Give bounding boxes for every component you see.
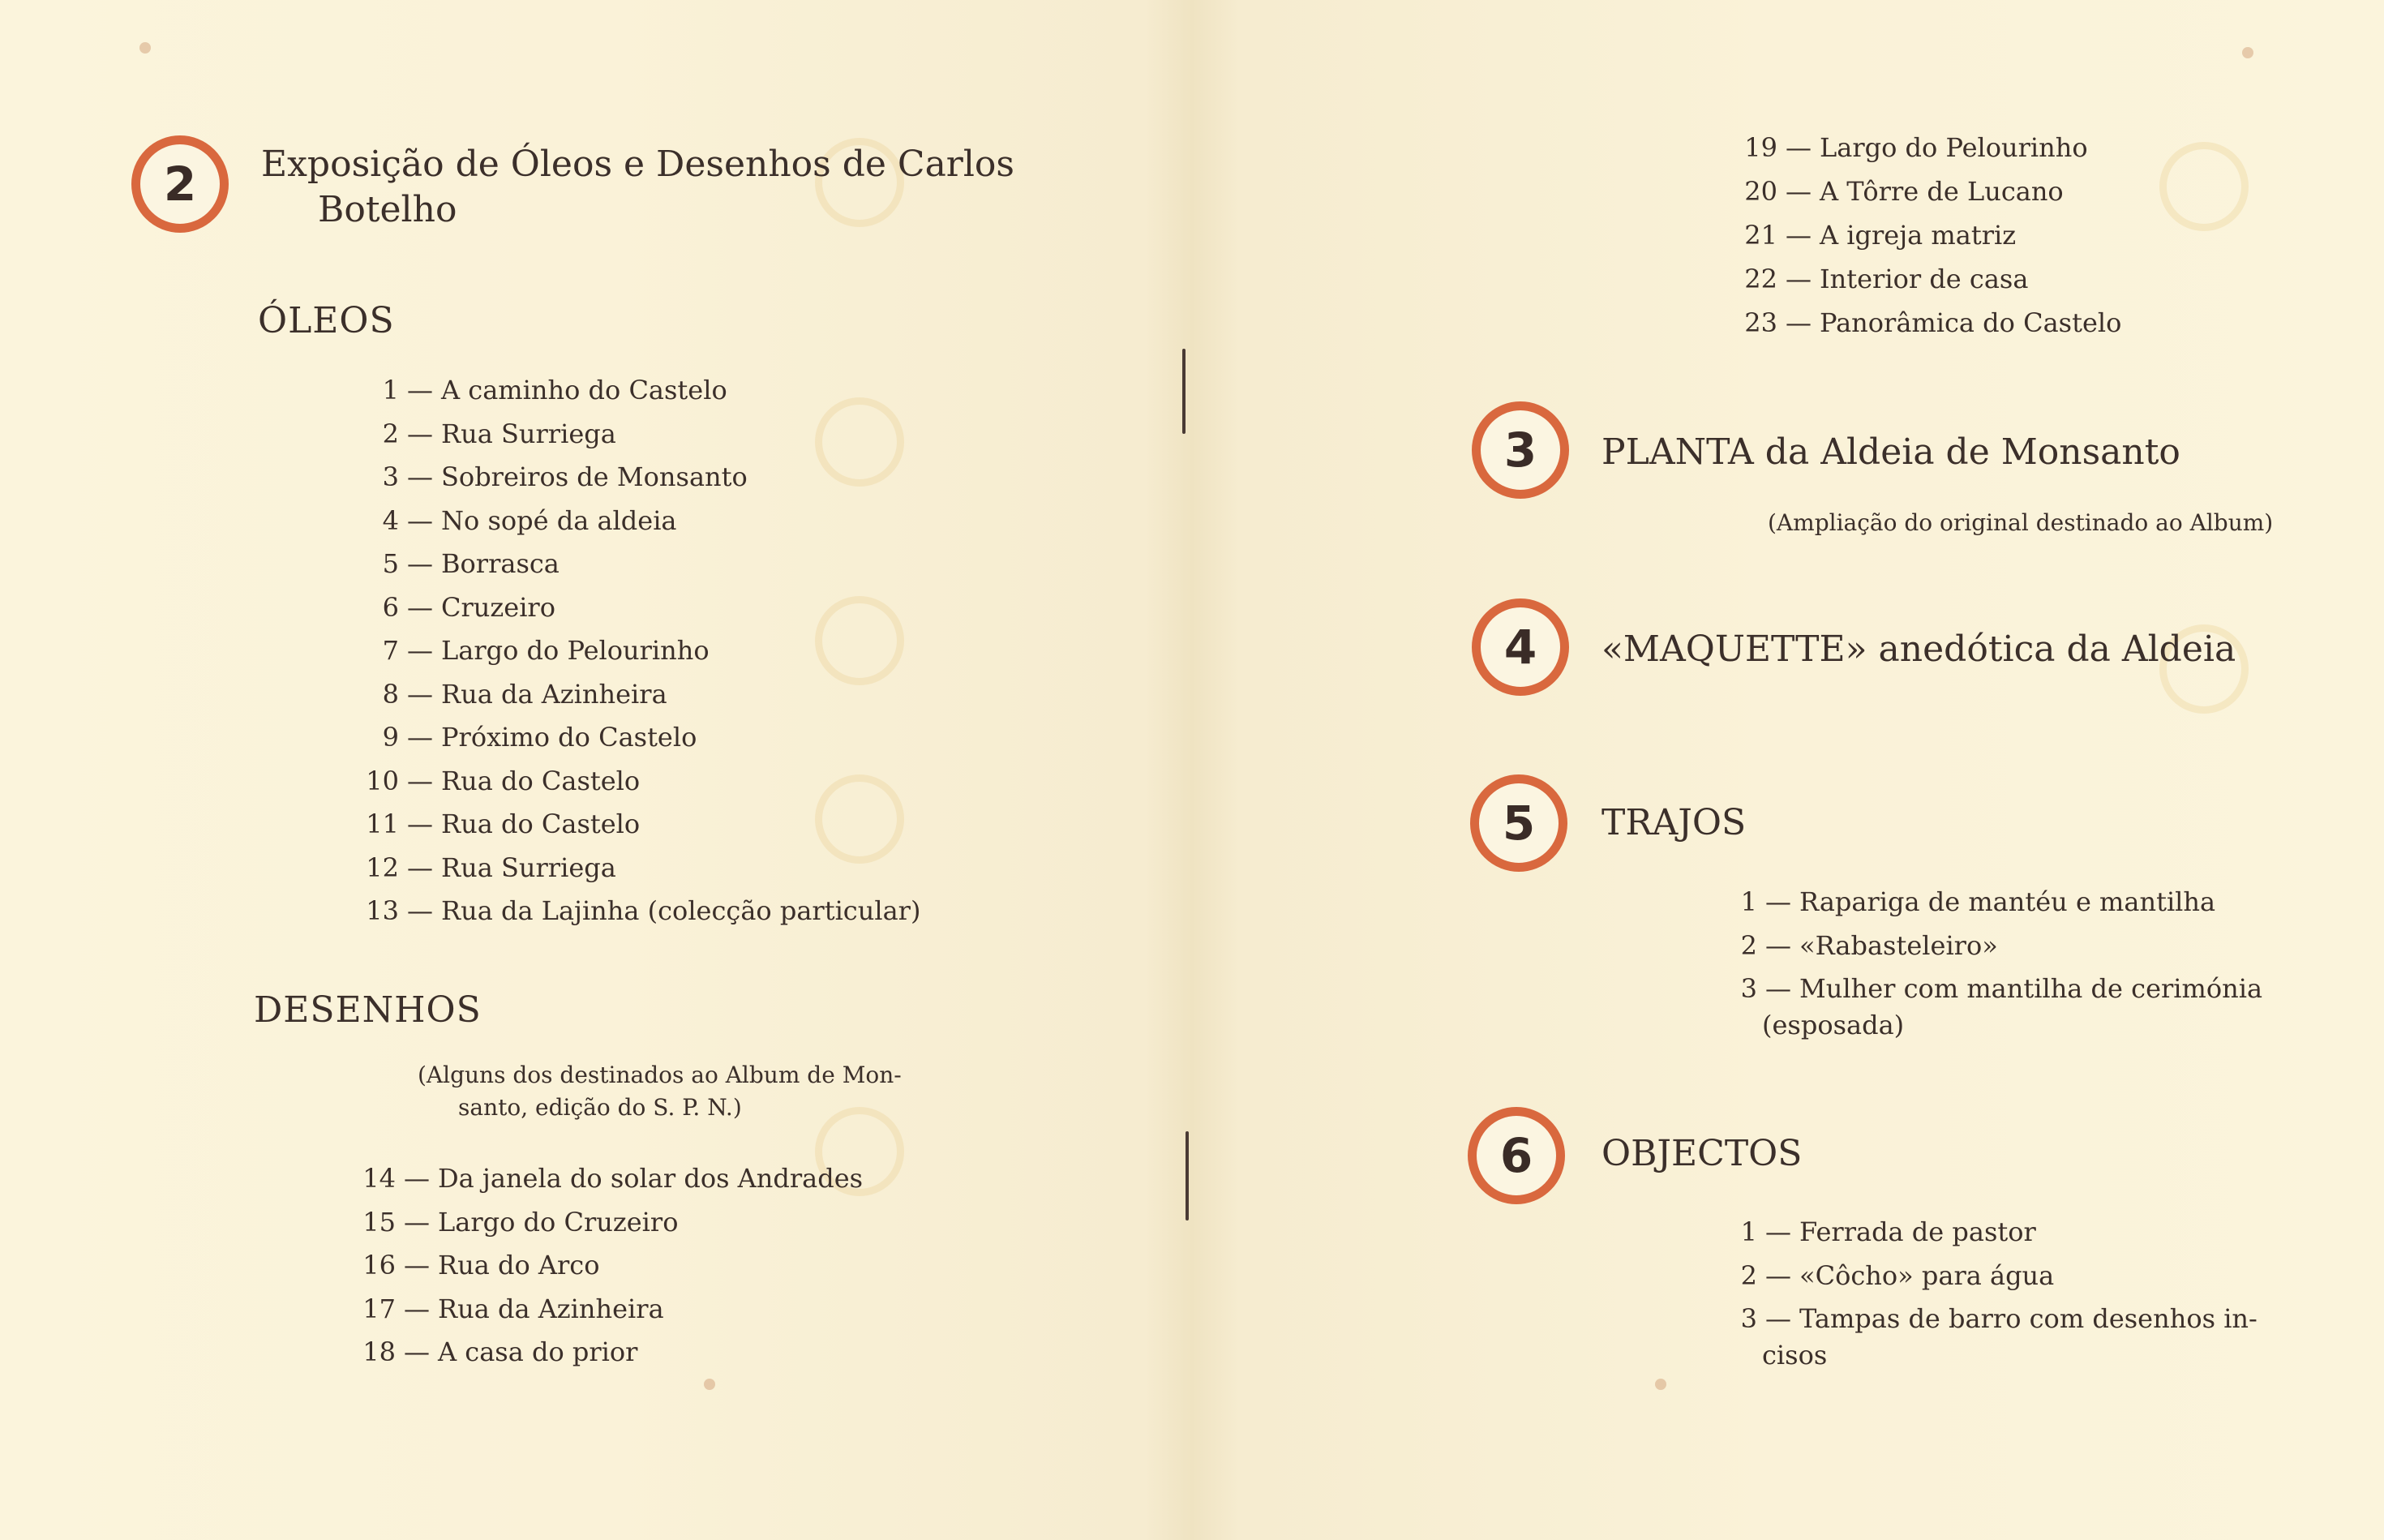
item-number: 8 [382, 678, 399, 710]
item-text: Rua da Azinheira [441, 678, 667, 710]
section-3-title: PLANTA da Aldeia de Monsanto [1601, 431, 2180, 473]
item-number: 1 [382, 375, 399, 405]
item-text: A caminho do Castelo [441, 375, 727, 405]
item-dash: — [1765, 1216, 1791, 1247]
item-continuation: (esposada) [1762, 1009, 1905, 1040]
item-text: Cruzeiro [441, 591, 555, 623]
item-dash: — [1765, 1303, 1791, 1334]
list-item [1683, 924, 2262, 968]
item-text: A Tôrre de Lucano [1820, 176, 2064, 207]
section-5-badge [1470, 774, 1567, 872]
item-number: 4 [382, 504, 399, 536]
section-2-badge [131, 135, 229, 233]
list-item [321, 1157, 863, 1201]
section-6-title: OBJECTOS [1601, 1133, 1803, 1174]
item-dash: — [1786, 132, 1812, 163]
item-number: 2 [1740, 929, 1757, 961]
item-number: 7 [382, 635, 399, 666]
item-number: 3 [382, 461, 399, 492]
item-number: 12 [366, 852, 399, 883]
item-text: Borrasca [441, 548, 560, 579]
item-dash: — [407, 504, 433, 536]
item-text: Tampas de barro com desenhos in- [1799, 1303, 2258, 1334]
item-dash: — [407, 809, 433, 839]
item-text: Rua da Lajinha (colecção particular) [441, 895, 921, 926]
item-dash: — [1786, 264, 1812, 294]
desenhos-note [418, 1059, 902, 1124]
list-item [324, 890, 920, 933]
section-3-note: (Ampliação do original destinado ao Album) [1768, 509, 2274, 536]
desenhos-list [321, 1157, 863, 1375]
item-text: A casa do prior [438, 1336, 638, 1367]
list-item [324, 413, 920, 457]
item-number: 9 [382, 722, 399, 753]
item-text: Interior de casa [1820, 264, 2029, 294]
item-text: Próximo do Castelo [441, 722, 697, 753]
item-text: Rua do Castelo [441, 765, 641, 796]
item-text: «Côcho» para água [1799, 1259, 2055, 1291]
item-number: 1 [1740, 886, 1757, 917]
item-number: 10 [366, 765, 399, 796]
section-2-title-line2: Botelho [318, 189, 457, 230]
section-2-title [261, 142, 1014, 233]
section-5-number: 5 [1502, 796, 1536, 851]
section-4-number: 4 [1503, 620, 1537, 675]
item-text: «Rabasteleiro» [1799, 929, 1998, 961]
list-item [1703, 257, 2121, 301]
item-dash: — [1765, 1259, 1791, 1291]
item-text: Mulher com mantilha de cerimónia [1799, 973, 2263, 1004]
list-item [1683, 1255, 2258, 1298]
item-text: Da janela do solar dos Andrades [438, 1163, 864, 1194]
paper-speck [704, 1379, 715, 1390]
desenhos-continued-list [1703, 126, 2121, 345]
list-item [324, 673, 920, 717]
item-dash: — [1786, 220, 1812, 251]
list-item [1683, 1211, 2258, 1255]
list-item [1703, 213, 2121, 257]
list-item [324, 847, 920, 890]
item-number: 3 [1740, 973, 1757, 1004]
item-number: 5 [382, 548, 399, 579]
list-item [1703, 169, 2121, 213]
item-dash: — [404, 1336, 430, 1367]
paper-speck [139, 42, 151, 54]
item-text: Largo do Pelourinho [441, 635, 710, 666]
list-item [1683, 967, 2262, 1044]
item-dash: — [1765, 886, 1791, 917]
left-page [0, 0, 1188, 1540]
item-text: Panorâmica do Castelo [1820, 307, 2122, 338]
paper-speck [1655, 1379, 1666, 1390]
item-text: Rua Surriega [441, 418, 616, 449]
item-dash: — [407, 461, 433, 492]
item-text: Rua Surriega [441, 852, 616, 883]
list-item [324, 586, 920, 630]
item-text: Rua do Arco [438, 1250, 600, 1280]
paper-speck [2242, 47, 2253, 58]
item-number: 21 [1744, 220, 1777, 251]
section-3-badge [1472, 401, 1569, 499]
desenhos-note-line2: santo, edição do S. P. N.) [458, 1094, 742, 1121]
list-item [1683, 881, 2262, 924]
item-number: 18 [362, 1336, 396, 1367]
list-item [324, 760, 920, 804]
section-2-title-line1: Exposição de Óleos e Desenhos de Carlos [261, 144, 1014, 185]
item-number: 2 [1740, 1259, 1757, 1291]
item-number: 22 [1744, 264, 1777, 294]
item-text: Sobreiros de Monsanto [441, 461, 748, 492]
list-item [324, 500, 920, 543]
item-text: Rua do Castelo [441, 809, 641, 839]
list-item [324, 629, 920, 673]
item-text: Largo do Pelourinho [1820, 132, 2088, 163]
section-6-number: 6 [1499, 1128, 1533, 1183]
item-number: 17 [362, 1293, 396, 1324]
item-dash: — [407, 895, 433, 926]
section-4-title: «MAQUETTE» anedótica da Aldeia [1601, 628, 2236, 670]
item-number: 15 [362, 1206, 396, 1238]
item-number: 1 [1740, 1216, 1757, 1247]
list-item [321, 1244, 863, 1288]
item-number: 16 [362, 1250, 396, 1280]
trajos-list [1683, 881, 2262, 1044]
item-dash: — [407, 852, 433, 883]
item-number: 14 [362, 1163, 396, 1194]
item-text: Rapariga de mantéu e mantilha [1799, 886, 2216, 917]
binding-mark [1182, 349, 1186, 434]
section-2-number: 2 [163, 157, 197, 212]
list-item [324, 369, 920, 413]
binding-mark [1186, 1131, 1189, 1220]
item-dash: — [404, 1250, 430, 1280]
item-number: 2 [382, 418, 399, 449]
item-dash: — [407, 591, 433, 623]
desenhos-note-line1: (Alguns dos destinados ao Album de Mon- [418, 1062, 902, 1088]
list-item [321, 1201, 863, 1245]
item-number: 13 [366, 895, 399, 926]
item-dash: — [407, 418, 433, 449]
oleos-list [324, 369, 920, 933]
item-dash: — [1786, 176, 1812, 207]
list-item [324, 803, 920, 847]
item-text: A igreja matriz [1820, 220, 2017, 251]
item-dash: — [404, 1206, 430, 1238]
item-dash: — [404, 1293, 430, 1324]
ghost-ring-decoration [2159, 142, 2249, 231]
list-item [324, 456, 920, 500]
item-number: 23 [1744, 307, 1777, 338]
item-dash: — [1765, 929, 1791, 961]
list-item [1683, 1298, 2258, 1374]
item-dash: — [1786, 307, 1812, 338]
objectos-list [1683, 1211, 2258, 1374]
item-number: 20 [1744, 176, 1777, 207]
section-5-title: TRAJOS [1601, 802, 1747, 843]
item-dash: — [407, 635, 433, 666]
item-dash: — [407, 678, 433, 710]
list-item [321, 1288, 863, 1332]
list-item [324, 716, 920, 760]
item-text: Ferrada de pastor [1799, 1216, 2036, 1247]
item-number: 19 [1744, 132, 1777, 163]
item-dash: — [407, 375, 433, 405]
desenhos-heading: DESENHOS [254, 989, 482, 1031]
item-text: Rua da Azinheira [438, 1293, 664, 1324]
item-number: 11 [366, 809, 399, 839]
item-dash: — [1765, 973, 1791, 1004]
section-4-badge [1472, 598, 1569, 696]
right-page [1196, 0, 2384, 1540]
item-dash: — [407, 722, 433, 753]
section-3-number: 3 [1503, 423, 1537, 478]
list-item [321, 1331, 863, 1375]
list-item [1703, 126, 2121, 169]
list-item [1703, 301, 2121, 345]
item-number: 3 [1740, 1303, 1757, 1334]
item-dash: — [404, 1163, 430, 1194]
item-dash: — [407, 765, 433, 796]
item-number: 6 [382, 591, 399, 623]
section-6-badge [1468, 1107, 1565, 1204]
item-text: Largo do Cruzeiro [438, 1206, 679, 1238]
item-dash: — [407, 548, 433, 579]
item-text: No sopé da aldeia [441, 504, 677, 536]
oleos-heading: ÓLEOS [258, 300, 395, 341]
item-continuation: cisos [1762, 1339, 1828, 1371]
list-item [324, 543, 920, 586]
